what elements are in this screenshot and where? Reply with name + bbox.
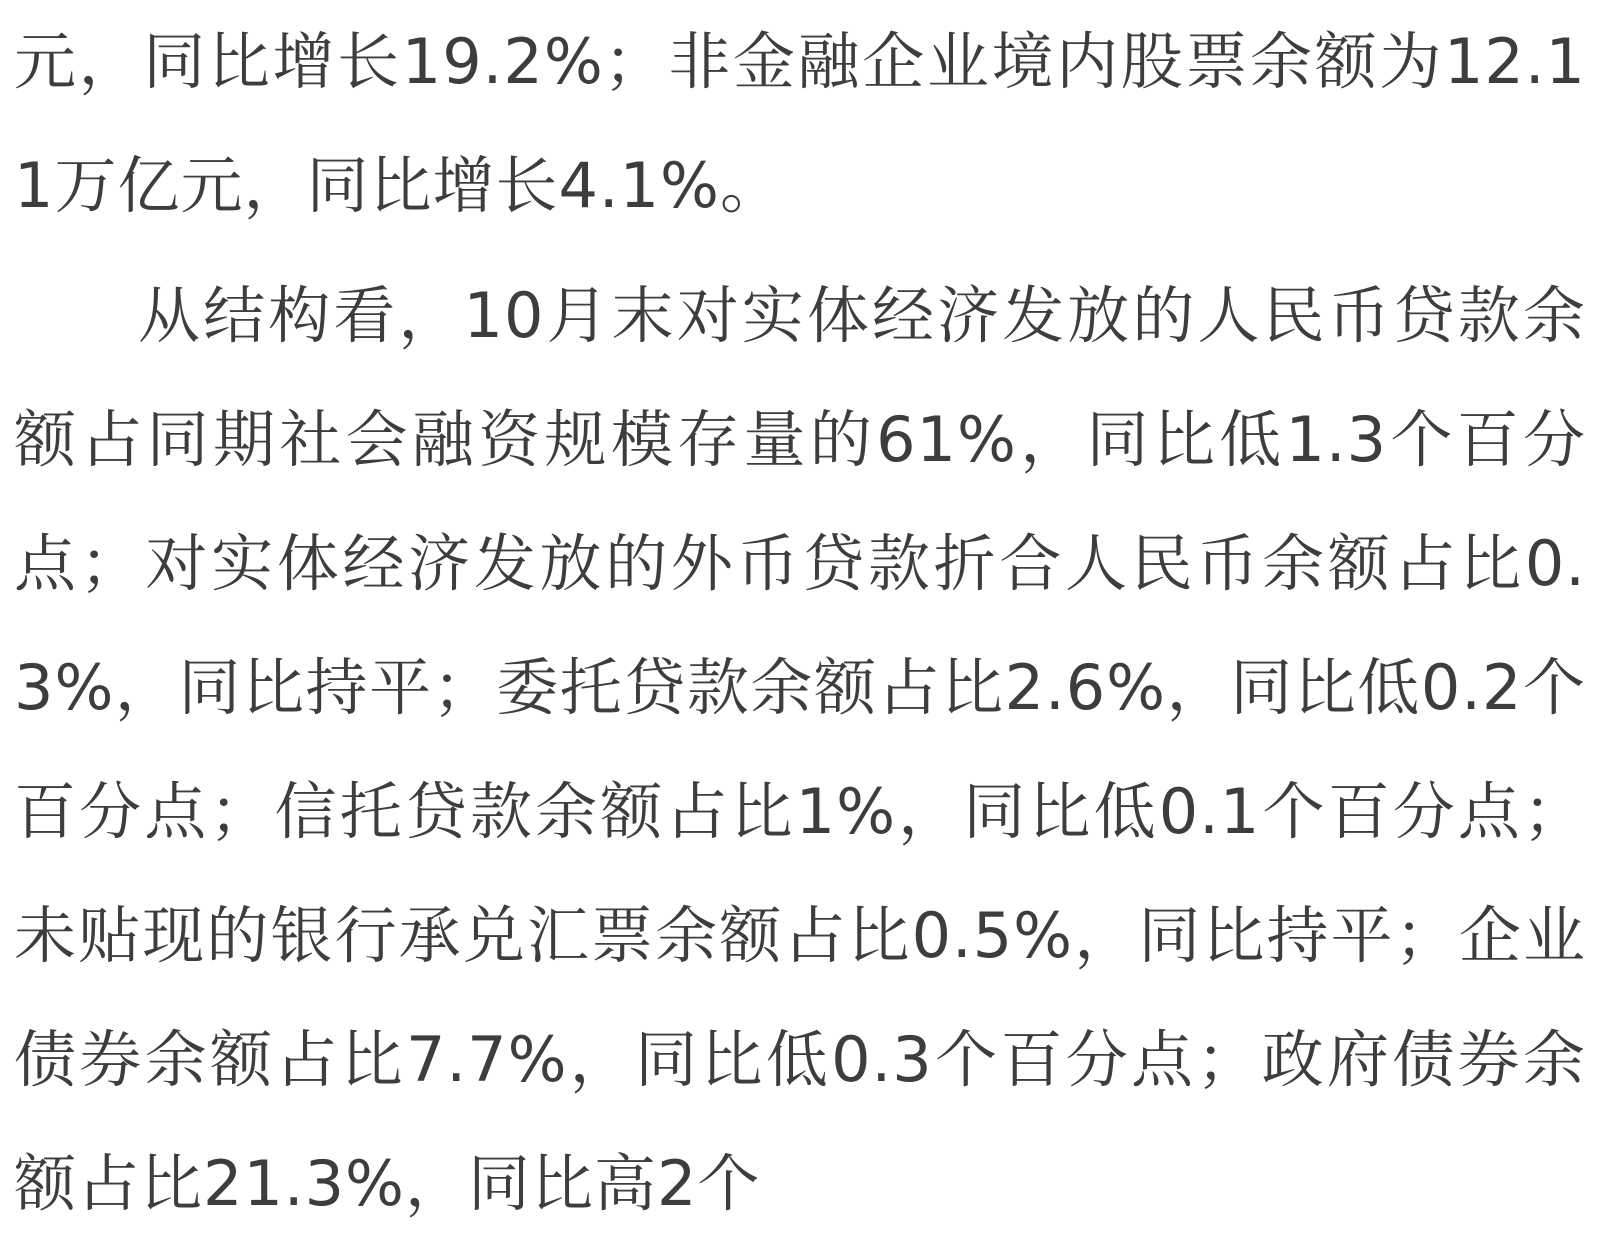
paragraph-continued: 元，同比增长19.2%；非金融企业境内股票余额为12.11万亿元，同比增长4.1%。 [14,25,1586,222]
paragraph-structure: 从结构看，10月末对实体经济发放的人民币贷款余额占同期社会融资规模存量的61%，同比低1.3个百分点；对实体经济发放的外币贷款折合人民币余额占比0.3%，同比持平；委托贷款余额占比2.6%，同比低0.2个百分点；信托贷款余额占比1%，同比低0.1个百分点；未贴现的银行承兑汇票余额占比0.5%，同比持平；企业债券余额占比7.7%，同比低0.3个百分点；政府债券余额占比21.3%，同比高2个 [14,279,1586,1220]
article-body [14,0,1586,1246]
